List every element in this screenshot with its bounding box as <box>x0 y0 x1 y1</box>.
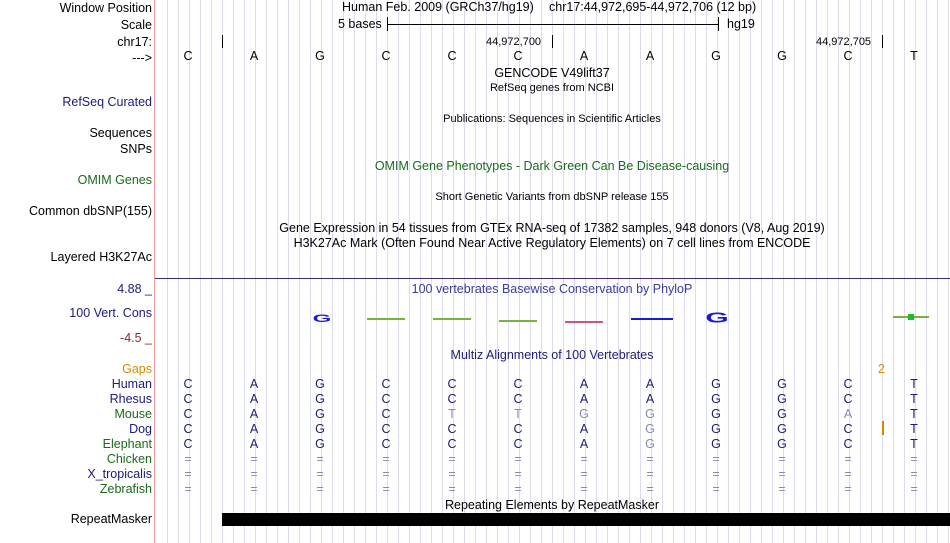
genome-browser-image[interactable] <box>155 0 950 543</box>
gridline <box>354 0 355 543</box>
gridline <box>266 0 267 543</box>
track-title-short-variants: Short Genetic Variants from dbSNP release 155 <box>435 191 669 203</box>
alignment-base: = <box>448 482 456 496</box>
scale-bar-label: 5 bases <box>338 17 382 31</box>
track-label-column <box>0 0 154 543</box>
alignment-base: G <box>777 422 787 436</box>
label-scale: Scale <box>120 18 152 32</box>
alignment-base: G <box>645 437 655 451</box>
reference-base: C <box>447 49 457 63</box>
track-title-gtex: Gene Expression in 54 tissues from GTEx RNA-seq of 17382 samples, 948 donors (V8, Aug 2019) <box>279 221 825 235</box>
cons-glyph-G2: G <box>705 309 729 327</box>
alignment-base: A <box>249 407 259 421</box>
gridline <box>827 0 828 543</box>
alignment-base: A <box>249 437 259 451</box>
alignment-base: = <box>250 467 258 481</box>
alignment-base: T <box>514 407 522 421</box>
alignment-base: C <box>381 422 391 436</box>
gridline <box>288 0 289 543</box>
alignment-base: = <box>448 467 456 481</box>
alignment-base: A <box>579 377 589 391</box>
track-title-refseq-ncbi: RefSeq genes from NCBI <box>489 82 615 94</box>
gridline <box>761 0 762 543</box>
gridline <box>200 0 201 543</box>
label-species-human[interactable]: Human <box>111 377 152 391</box>
cons-point <box>908 314 914 320</box>
alignment-base: = <box>712 452 720 466</box>
alignment-base: G <box>645 422 655 436</box>
ruler-tick <box>552 35 553 48</box>
gridline <box>926 0 927 543</box>
label-chrom: chr17: <box>117 35 152 49</box>
gridline <box>629 0 630 543</box>
reference-base: G <box>315 49 325 63</box>
alignment-base: G <box>645 407 655 421</box>
gridline <box>937 0 938 543</box>
alignment-base: = <box>712 482 720 496</box>
alignment-base: G <box>315 407 325 421</box>
label-species-chicken[interactable]: Chicken <box>106 452 152 466</box>
alignment-base: T <box>448 407 456 421</box>
label-cons-max: 4.88 _ <box>117 282 152 296</box>
alignment-base: = <box>382 467 390 481</box>
label-species-elephant[interactable]: Elephant <box>102 437 152 451</box>
reference-base: A <box>645 49 655 63</box>
label-species-dog[interactable]: Dog <box>129 422 152 436</box>
gridline <box>728 0 729 543</box>
repeatmasker-element[interactable] <box>222 513 950 526</box>
alignment-base: G <box>315 392 325 406</box>
scale-bar-db: hg19 <box>727 17 755 31</box>
gridline <box>673 0 674 543</box>
cons-bar <box>499 320 537 322</box>
alignment-base: A <box>645 377 655 391</box>
alignment-base: = <box>910 482 918 496</box>
alignment-base: = <box>910 467 918 481</box>
label-species-rhesus[interactable]: Rhesus <box>109 392 152 406</box>
cons-bar <box>565 321 603 323</box>
alignment-base: G <box>315 437 325 451</box>
dog-insertion-marker <box>882 421 884 435</box>
alignment-base: = <box>250 482 258 496</box>
reference-base: G <box>711 49 721 63</box>
alignment-base: C <box>447 437 457 451</box>
gap-count: 2 <box>878 362 885 376</box>
alignment-base: T <box>910 407 918 421</box>
label-species-zebrafish[interactable]: Zebrafish <box>99 482 152 496</box>
alignment-base: G <box>777 437 787 451</box>
track-title-multiz: Multiz Alignments of 100 Vertebrates <box>450 348 654 362</box>
gridline <box>365 0 366 543</box>
gridline <box>860 0 861 543</box>
label-species-x-tropicalis[interactable]: X_tropicalis <box>87 467 152 481</box>
label-sequences[interactable]: Sequences <box>89 126 152 140</box>
gridline <box>871 0 872 543</box>
alignment-base: = <box>514 482 522 496</box>
gridline <box>398 0 399 543</box>
gridline <box>486 0 487 543</box>
alignment-base: A <box>579 437 589 451</box>
alignment-base: C <box>513 392 523 406</box>
label-window-position: Window Position <box>59 1 152 15</box>
alignment-base: G <box>777 392 787 406</box>
ruler-coordinate: 44,972,700 <box>486 36 542 48</box>
track-title-omim-phenotypes: OMIM Gene Phenotypes - Dark Green Can Be Disease-causing <box>374 159 730 173</box>
track-title-gencode: GENCODE V49lift37 <box>494 66 610 80</box>
track-title-repeatmasker: Repeating Elements by RepeatMasker <box>444 498 660 512</box>
gridline <box>332 0 333 543</box>
assembly-name: Human Feb. 2009 (GRCh37/hg19) <box>342 0 534 14</box>
scale-bar <box>387 24 718 25</box>
cons-glyph-G: G <box>312 312 332 325</box>
alignment-base: = <box>646 452 654 466</box>
gridline <box>343 0 344 543</box>
label-repeatmasker[interactable]: RepeatMasker <box>70 512 152 526</box>
alignment-base: A <box>579 422 589 436</box>
alignment-base: = <box>778 482 786 496</box>
gridline <box>816 0 817 543</box>
alignment-base: = <box>514 467 522 481</box>
alignment-base: = <box>184 452 192 466</box>
alignment-base: A <box>579 392 589 406</box>
gridline <box>464 0 465 543</box>
alignment-base: C <box>381 437 391 451</box>
reference-base: A <box>579 49 589 63</box>
alignment-base: A <box>843 407 853 421</box>
alignment-base: C <box>513 377 523 391</box>
alignment-base: T <box>910 422 918 436</box>
label-cons-min: -4.5 _ <box>120 331 152 345</box>
reference-base: C <box>513 49 523 63</box>
track-title-phylop: 100 vertebrates Basewise Conservation by PhyloP <box>411 282 693 296</box>
alignment-base: C <box>513 422 523 436</box>
window-position-text: chr17:44,972,695-44,972,706 (12 bp) <box>549 0 757 14</box>
alignment-base: A <box>249 422 259 436</box>
alignment-base: = <box>844 482 852 496</box>
scale-bar-right-tick <box>718 17 719 31</box>
gridline <box>222 0 223 543</box>
alignment-base: = <box>580 452 588 466</box>
alignment-base: = <box>778 452 786 466</box>
reference-base: A <box>249 49 259 63</box>
alignment-base: C <box>183 407 193 421</box>
alignment-base: A <box>249 377 259 391</box>
label-strand[interactable]: ---> <box>132 51 152 65</box>
alignment-base: G <box>711 407 721 421</box>
alignment-base: = <box>382 482 390 496</box>
alignment-base: = <box>382 452 390 466</box>
alignment-base: A <box>645 392 655 406</box>
alignment-base: C <box>447 422 457 436</box>
alignment-base: = <box>184 482 192 496</box>
gridline <box>277 0 278 543</box>
ruler-tick <box>882 35 883 48</box>
ruler-tick <box>222 35 223 48</box>
ruler-coordinate: 44,972,705 <box>816 36 872 48</box>
alignment-base: C <box>843 422 853 436</box>
alignment-base: = <box>844 467 852 481</box>
alignment-base: C <box>843 377 853 391</box>
alignment-base: C <box>381 407 391 421</box>
alignment-base: = <box>910 452 918 466</box>
alignment-base: = <box>184 467 192 481</box>
label-100-vert-cons[interactable]: 100 Vert. Cons <box>69 306 152 320</box>
alignment-base: = <box>448 452 456 466</box>
gridline <box>893 0 894 543</box>
label-species-mouse[interactable]: Mouse <box>114 407 152 421</box>
gridline <box>420 0 421 543</box>
cons-bar <box>433 318 471 320</box>
reference-base: G <box>777 49 787 63</box>
label-snps[interactable]: SNPs <box>120 142 152 156</box>
alignment-base: C <box>183 422 193 436</box>
alignment-base: C <box>843 392 853 406</box>
alignment-base: = <box>646 482 654 496</box>
gridline <box>882 0 883 543</box>
alignment-base: T <box>910 437 918 451</box>
gridline <box>684 0 685 543</box>
track-title-h3k27ac: H3K27Ac Mark (Often Found Near Active Regulatory Elements) on 7 cell lines from ENCODE <box>293 236 811 250</box>
label-refseq-curated[interactable]: RefSeq Curated <box>62 95 152 109</box>
alignment-base: = <box>580 467 588 481</box>
gridline <box>805 0 806 543</box>
label-common-dbsnp[interactable]: Common dbSNP(155) <box>29 204 152 218</box>
alignment-base: C <box>843 437 853 451</box>
alignment-base: = <box>316 482 324 496</box>
alignment-base: C <box>381 392 391 406</box>
track-title-publications: Publications: Sequences in Scientific Articles <box>443 113 661 125</box>
gridline <box>431 0 432 543</box>
alignment-base: G <box>315 377 325 391</box>
alignment-base: G <box>711 437 721 451</box>
alignment-base: G <box>579 407 589 421</box>
gridline <box>948 0 949 543</box>
gridline <box>750 0 751 543</box>
reference-base: C <box>381 49 391 63</box>
gridline <box>233 0 234 543</box>
alignment-base: C <box>183 392 193 406</box>
alignment-base: T <box>910 392 918 406</box>
alignment-base: C <box>183 437 193 451</box>
alignment-base: = <box>580 482 588 496</box>
alignment-base: A <box>249 392 259 406</box>
label-layered-h3k27ac[interactable]: Layered H3K27Ac <box>50 250 152 264</box>
alignment-base: G <box>711 422 721 436</box>
gridline <box>662 0 663 543</box>
conservation-plot <box>155 296 950 336</box>
gridline <box>739 0 740 543</box>
gridline <box>299 0 300 543</box>
label-omim-genes[interactable]: OMIM Genes <box>77 173 152 187</box>
label-gaps[interactable]: Gaps <box>122 362 152 376</box>
alignment-base: G <box>777 407 787 421</box>
alignment-base: C <box>183 377 193 391</box>
gridline <box>794 0 795 543</box>
alignment-base: G <box>315 422 325 436</box>
alignment-base: G <box>711 392 721 406</box>
alignment-base: C <box>513 437 523 451</box>
alignment-base: = <box>778 467 786 481</box>
alignment-base: = <box>514 452 522 466</box>
alignment-base: G <box>777 377 787 391</box>
alignment-base: = <box>316 452 324 466</box>
gridline <box>695 0 696 543</box>
reference-base: C <box>843 49 853 63</box>
alignment-base: G <box>711 377 721 391</box>
gridline <box>475 0 476 543</box>
alignment-base: = <box>646 467 654 481</box>
gridline <box>167 0 168 543</box>
alignment-base: C <box>447 392 457 406</box>
reference-base: C <box>183 49 193 63</box>
gridline <box>211 0 212 543</box>
gridline <box>618 0 619 543</box>
gridline <box>409 0 410 543</box>
cons-bar <box>631 318 673 320</box>
reference-base: T <box>910 49 918 63</box>
cons-bar <box>367 318 405 320</box>
alignment-base: C <box>381 377 391 391</box>
alignment-base: = <box>250 452 258 466</box>
alignment-base: = <box>316 467 324 481</box>
alignment-base: C <box>447 377 457 391</box>
alignment-base: = <box>712 467 720 481</box>
track-divider <box>155 278 950 279</box>
alignment-base: T <box>910 377 918 391</box>
alignment-base: = <box>844 452 852 466</box>
